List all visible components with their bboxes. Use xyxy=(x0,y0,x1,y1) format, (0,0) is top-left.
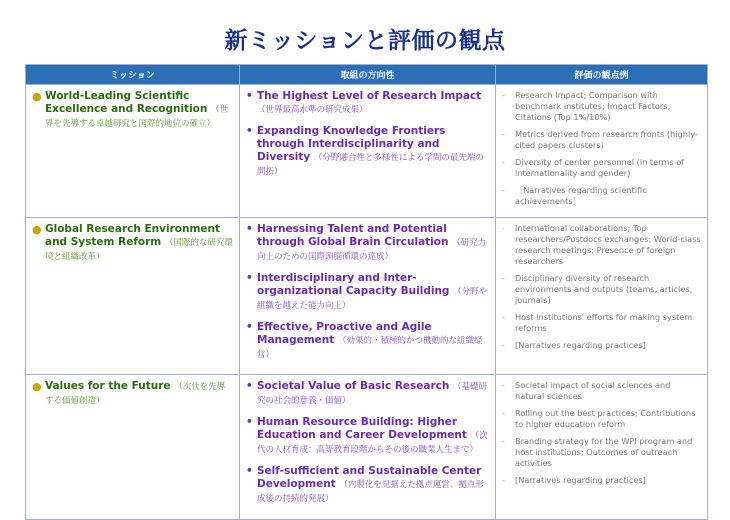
direction-subtitle: （次代の人材育成：高等教育段階からその後の職業人生まで） xyxy=(257,431,488,455)
mission-subtitle: （国際的な研究環境と組織改革） xyxy=(45,238,233,262)
direction-subtitle: （効果的・積極的かつ機動的な組織経営） xyxy=(257,336,483,360)
evaluation-item xyxy=(502,475,701,486)
mission-cell xyxy=(26,375,240,520)
direction-title: Expanding Knowledge Frontiers through Interdisciplinarity and Diversity xyxy=(257,125,446,163)
mission-table xyxy=(25,64,708,520)
evaluation-item xyxy=(502,157,701,179)
direction-subtitle: （分野や組織を越えた能力向上） xyxy=(257,287,488,311)
direction-cell xyxy=(240,218,496,375)
bullet-icon: • xyxy=(246,90,253,102)
evaluation-text: Branding strategy for the WPI program and host institutions; Outcomes of outreach activities xyxy=(515,436,693,468)
evaluation-item xyxy=(502,185,701,207)
evaluation-text: Metrics derived from research fronts (highly-cited papers clusters) xyxy=(515,129,698,150)
dash-icon: - xyxy=(502,380,505,390)
page-title: 新ミッションと評価の観点 xyxy=(224,28,506,54)
evaluation-text: Disciplinary diversity of research environments and outputs (teams, articles, journals) xyxy=(515,273,693,305)
direction-subtitle: （研究力向上のための国際頭脳循環の達成） xyxy=(257,238,487,262)
bullet-icon: ● xyxy=(32,90,42,103)
direction-title: Interdisciplinary and Inter-organizational Capacity Building xyxy=(257,272,450,297)
evaluation-text: Diversity of center personnel (in terms of internationality and gender) xyxy=(515,157,685,178)
evaluation-cell xyxy=(496,85,708,218)
direction-item xyxy=(246,125,489,179)
mission-cell xyxy=(26,218,240,375)
evaluation-item xyxy=(502,312,701,334)
direction-item xyxy=(246,223,489,264)
evaluation-item xyxy=(502,90,701,123)
direction-item xyxy=(246,416,489,457)
direction-title: The Highest Level of Research Impact xyxy=(257,90,482,102)
dash-icon: - xyxy=(502,157,505,167)
mission-title: Values for the Future xyxy=(45,380,171,392)
evaluation-text: ［Narratives regarding scientific achievements］ xyxy=(515,185,647,206)
evaluation-text: Host institutions' efforts for making system reforms xyxy=(515,312,693,333)
evaluation-cell xyxy=(496,375,708,520)
evaluation-cell xyxy=(496,218,708,375)
dash-icon: - xyxy=(502,312,505,322)
dash-icon: - xyxy=(502,475,505,485)
dash-icon: - xyxy=(502,223,505,233)
evaluation-text: Rolling out the best practices; Contributions to higher education reform xyxy=(515,408,696,429)
direction-title: Self-sufficient and Sustainable Center Development xyxy=(257,465,482,490)
direction-cell xyxy=(240,375,496,520)
dash-icon: - xyxy=(502,408,505,418)
evaluation-item xyxy=(502,129,701,151)
evaluation-item xyxy=(502,223,701,267)
evaluation-item xyxy=(502,436,701,469)
mission-item xyxy=(32,380,233,408)
bullet-icon: • xyxy=(246,380,253,392)
direction-title: Human Resource Building: Higher Education and Career Development xyxy=(257,416,467,441)
mission-title: Global Research Environment and System Reform xyxy=(45,223,220,248)
evaluation-item xyxy=(502,380,701,402)
direction-cell xyxy=(240,85,496,218)
evaluation-text: Societal impact of social sciences and natural sciences xyxy=(515,380,671,401)
direction-subtitle: （内製化を見据えた拠点運営、拠点形成後の持続的発展） xyxy=(257,480,484,504)
table-row xyxy=(26,85,708,218)
bullet-icon: • xyxy=(246,272,253,284)
evaluation-item xyxy=(502,273,701,306)
bullet-icon: ● xyxy=(32,380,42,393)
direction-subtitle: （基礎研究の社会的意義・価値） xyxy=(257,382,488,406)
mission-subtitle: （次代を先導する価値創造） xyxy=(45,382,226,406)
bullet-icon: • xyxy=(246,416,253,428)
dash-icon: - xyxy=(502,340,505,350)
evaluation-text: [Narratives regarding practices] xyxy=(515,475,646,485)
evaluation-text: International collaborations; Top researchers/Postdocs exchanges; World-class research meetings; Presence of foreign researchers xyxy=(515,223,701,266)
direction-item xyxy=(246,321,489,362)
dash-icon: - xyxy=(502,185,505,195)
evaluation-text: [Narratives regarding practices] xyxy=(515,340,646,350)
bullet-icon: • xyxy=(246,223,253,235)
mission-item xyxy=(32,90,233,131)
mission-subtitle: （世界を先導する卓越研究と国際的地位の確立） xyxy=(45,105,229,129)
evaluation-item xyxy=(502,340,701,351)
dash-icon: - xyxy=(502,90,505,100)
dash-icon: - xyxy=(502,129,505,139)
mission-cell xyxy=(26,85,240,218)
dash-icon: - xyxy=(502,436,505,446)
bullet-icon: • xyxy=(246,125,253,137)
table-row xyxy=(26,218,708,375)
direction-subtitle: （分野融合性と多様性による学問の最先端の開拓） xyxy=(257,153,484,177)
table-row xyxy=(26,375,708,520)
direction-item xyxy=(246,272,489,313)
bullet-icon: • xyxy=(246,321,253,333)
bullet-icon: ● xyxy=(32,223,42,236)
direction-item xyxy=(246,380,489,408)
header-direction: 取組の方向性 xyxy=(240,65,496,85)
direction-title: Societal Value of Basic Research xyxy=(257,380,450,392)
direction-item xyxy=(246,90,489,117)
table-header-row xyxy=(26,65,708,85)
direction-subtitle: （世界最高水準の研究成果） xyxy=(257,105,368,115)
header-evaluation: 評価の観点例 xyxy=(496,65,708,85)
header-mission: ミッション xyxy=(26,65,240,85)
dash-icon: - xyxy=(502,273,505,283)
mission-item xyxy=(32,223,233,264)
direction-title: Harnessing Talent and Potential through Global Brain Circulation xyxy=(257,223,449,248)
direction-item xyxy=(246,465,489,506)
bullet-icon: • xyxy=(246,465,253,477)
evaluation-item xyxy=(502,408,701,430)
mission-title: World-Leading Scientific Excellence and Recognition xyxy=(45,90,208,115)
direction-title: Effective, Proactive and Agile Management xyxy=(257,321,432,346)
evaluation-text: Research Impact; Comparison with benchmark institutes; Impact Factors, Citations (Top 1%/10%) xyxy=(515,90,671,122)
